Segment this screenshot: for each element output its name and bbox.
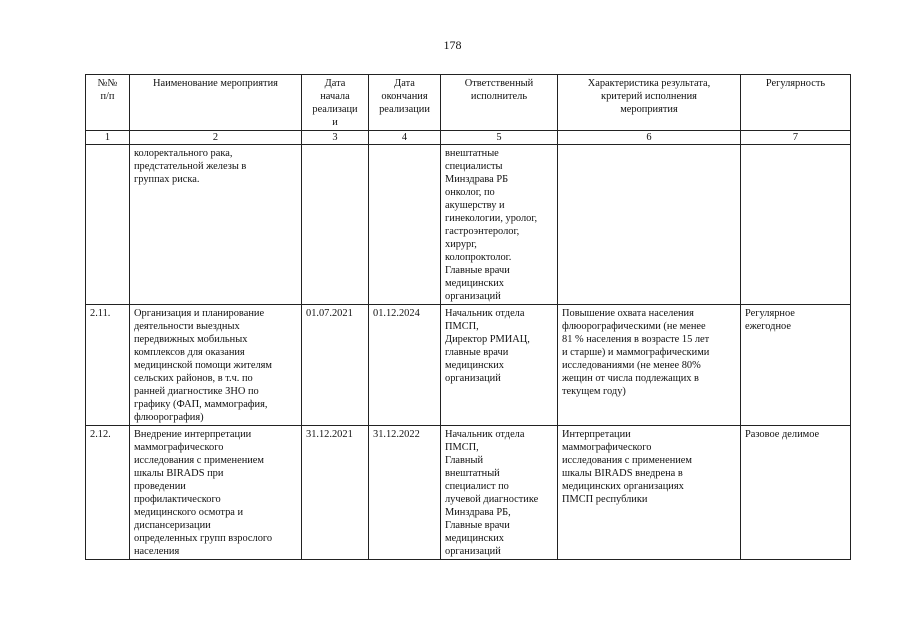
cell-text-line: специалист по bbox=[445, 481, 509, 492]
cell-text-line: Главный bbox=[445, 455, 484, 466]
cell-text-line: 01.12.2024 bbox=[373, 308, 420, 319]
cell-text-line: Интерпретации bbox=[562, 429, 631, 440]
cell-text-line: Внедрение интерпретации bbox=[134, 429, 252, 440]
table-row bbox=[86, 426, 851, 560]
cell-text-line: Дата bbox=[394, 78, 415, 89]
cell-text-line: исследованиями (не менее 80% bbox=[562, 360, 701, 371]
cell-text-line: организаций bbox=[445, 373, 501, 384]
cell-text-line: текущем году) bbox=[562, 386, 626, 397]
cell-text-line: маммографического bbox=[134, 442, 224, 453]
cell-responsible bbox=[441, 305, 558, 426]
column-number-cell: 4 bbox=[369, 131, 441, 145]
header-cell-result bbox=[558, 75, 741, 131]
cell-text-line: 31.12.2022 bbox=[373, 429, 420, 440]
cell-text-line: населения bbox=[134, 546, 180, 557]
cell-text-line: Начальник отдела bbox=[445, 429, 525, 440]
cell-result bbox=[558, 426, 741, 560]
cell-text-line: медицинских bbox=[445, 533, 504, 544]
cell-text-line: колопроктолог. bbox=[445, 252, 512, 263]
header-cell-regularity bbox=[741, 75, 851, 131]
cell-text-line: и старше) и маммографическими bbox=[562, 347, 710, 358]
cell-text-line: передвижных мобильных bbox=[134, 334, 248, 345]
cell-text-line: медицинских bbox=[445, 278, 504, 289]
cell-text-line: ПМСП, bbox=[445, 442, 479, 453]
cell-text-line: 81 % населения в возрасте 15 лет bbox=[562, 334, 710, 345]
cell-responsible bbox=[441, 145, 558, 305]
cell-text-line: Наименование мероприятия bbox=[153, 78, 278, 89]
cell-text-line: хирург, bbox=[445, 239, 477, 250]
cell-text-line: графику (ФАП, маммография, bbox=[134, 399, 268, 410]
cell-text-line: специалисты bbox=[445, 161, 503, 172]
cell-text-line: Регулярность bbox=[765, 78, 826, 89]
cell-text-line: Ответственный bbox=[464, 78, 534, 89]
cell-text-line: п/п bbox=[100, 91, 115, 102]
cell-text-line: акушерству и bbox=[445, 200, 505, 211]
header-cell-start bbox=[302, 75, 369, 131]
cell-text-line: Директор РМИАЦ, bbox=[445, 334, 530, 345]
table-header-row bbox=[86, 75, 851, 131]
cell-text-line: Главные врачи bbox=[445, 520, 510, 531]
cell-num bbox=[86, 145, 130, 305]
cell-text-line: и bbox=[332, 117, 338, 128]
cell-text-line: Минздрава РБ, bbox=[445, 507, 511, 518]
column-number-cell: 2 bbox=[130, 131, 302, 145]
cell-num bbox=[86, 426, 130, 560]
cell-text-line: флюорография) bbox=[134, 412, 204, 423]
header-cell-name bbox=[130, 75, 302, 131]
cell-text-line: лучевой диагностике bbox=[445, 494, 539, 505]
cell-text-line: определенных групп взрослого bbox=[134, 533, 273, 544]
cell-text-line: организаций bbox=[445, 546, 501, 557]
cell-text-line: шкалы BIRADS при bbox=[134, 468, 224, 479]
cell-text-line: внештатный bbox=[445, 468, 500, 479]
cell-text-line: гастроэнтеролог, bbox=[445, 226, 520, 237]
cell-text-line: 31.12.2021 bbox=[306, 429, 353, 440]
cell-text-line: проведении bbox=[134, 481, 186, 492]
cell-text-line: Разовое делимое bbox=[745, 429, 820, 440]
cell-text-line: медицинских организациях bbox=[562, 481, 684, 492]
cell-text-line: Регулярное bbox=[745, 308, 795, 319]
cell-end bbox=[369, 305, 441, 426]
cell-text-line: онколог, по bbox=[445, 187, 495, 198]
cell-name bbox=[130, 145, 302, 305]
column-number-cell: 3 bbox=[302, 131, 369, 145]
cell-text-line: колоректального рака, bbox=[134, 148, 233, 159]
cell-text-line: ПМСП, bbox=[445, 321, 479, 332]
cell-result bbox=[558, 305, 741, 426]
cell-result bbox=[558, 145, 741, 305]
cell-text-line: исполнитель bbox=[470, 91, 528, 102]
cell-text-line: флюорографическими (не менее bbox=[562, 321, 706, 332]
column-number-cell: 7 bbox=[741, 131, 851, 145]
cell-start bbox=[302, 145, 369, 305]
cell-text-line: Минздрава РБ bbox=[445, 174, 509, 185]
cell-text-line: Организация и планирование bbox=[134, 308, 265, 319]
cell-text-line: медицинских bbox=[445, 360, 504, 371]
cell-text-line: окончания bbox=[381, 91, 428, 102]
cell-name bbox=[130, 426, 302, 560]
cell-text-line: медицинского осмотра и bbox=[134, 507, 244, 518]
cell-text-line: ежегодное bbox=[745, 321, 791, 332]
cell-start bbox=[302, 305, 369, 426]
cell-text-line: мероприятия bbox=[620, 104, 678, 115]
cell-text-line: Характеристика результата, bbox=[587, 78, 711, 89]
column-numbers-row bbox=[86, 131, 851, 145]
cell-text-line: деятельности выездных bbox=[134, 321, 240, 332]
cell-regularity bbox=[741, 426, 851, 560]
cell-text-line: ПМСП республики bbox=[562, 494, 648, 505]
cell-regularity bbox=[741, 305, 851, 426]
cell-text-line: комплексов для оказания bbox=[134, 347, 245, 358]
cell-text-line: гинекологии, уролог, bbox=[445, 213, 538, 224]
table-row bbox=[86, 305, 851, 426]
cell-text-line: Повышение охвата населения bbox=[562, 308, 694, 319]
activities-table bbox=[85, 74, 851, 560]
cell-text-line: реализаци bbox=[312, 104, 358, 115]
cell-num bbox=[86, 305, 130, 426]
column-number-cell: 5 bbox=[441, 131, 558, 145]
cell-responsible bbox=[441, 426, 558, 560]
cell-text-line: шкалы BIRADS внедрена в bbox=[562, 468, 683, 479]
cell-text-line: диспансеризации bbox=[134, 520, 211, 531]
cell-end bbox=[369, 145, 441, 305]
cell-text-line: медицинской помощи жителям bbox=[134, 360, 272, 371]
cell-text-line: начала bbox=[320, 91, 350, 102]
cell-text-line: критерий исполнения bbox=[601, 91, 697, 102]
cell-text-line: главные врачи bbox=[445, 347, 509, 358]
cell-text-line: жещин от числа подлежащих в bbox=[562, 373, 699, 384]
table-row bbox=[86, 145, 851, 305]
cell-name bbox=[130, 305, 302, 426]
cell-text-line: профилактического bbox=[134, 494, 221, 505]
cell-text-line: внештатные bbox=[445, 148, 499, 159]
cell-text-line: реализации bbox=[379, 104, 430, 115]
cell-text-line: ранней диагностике ЗНО по bbox=[134, 386, 259, 397]
column-number-cell: 6 bbox=[558, 131, 741, 145]
cell-text-line: сельских районов, в т.ч. по bbox=[134, 373, 253, 384]
cell-text-line: №№ bbox=[97, 78, 118, 89]
cell-regularity bbox=[741, 145, 851, 305]
cell-text-line: Начальник отдела bbox=[445, 308, 525, 319]
cell-start bbox=[302, 426, 369, 560]
cell-text-line: 2.12. bbox=[90, 429, 111, 440]
cell-text-line: Главные врачи bbox=[445, 265, 510, 276]
cell-text-line: 2.11. bbox=[90, 308, 111, 319]
header-cell-responsible bbox=[441, 75, 558, 131]
cell-text-line: маммографического bbox=[562, 442, 652, 453]
cell-text-line: исследования с применением bbox=[562, 455, 692, 466]
page-number: 178 bbox=[443, 38, 462, 52]
cell-text-line: 01.07.2021 bbox=[306, 308, 353, 319]
header-cell-end bbox=[369, 75, 441, 131]
cell-text-line: Дата bbox=[324, 78, 346, 89]
cell-text-line: предстательной железы в bbox=[134, 161, 247, 172]
cell-text-line: исследования с применением bbox=[134, 455, 264, 466]
cell-end bbox=[369, 426, 441, 560]
cell-text-line: группах риска. bbox=[134, 174, 200, 185]
cell-text-line: организаций bbox=[445, 291, 501, 302]
column-number-cell: 1 bbox=[86, 131, 130, 145]
header-cell-num bbox=[86, 75, 130, 131]
